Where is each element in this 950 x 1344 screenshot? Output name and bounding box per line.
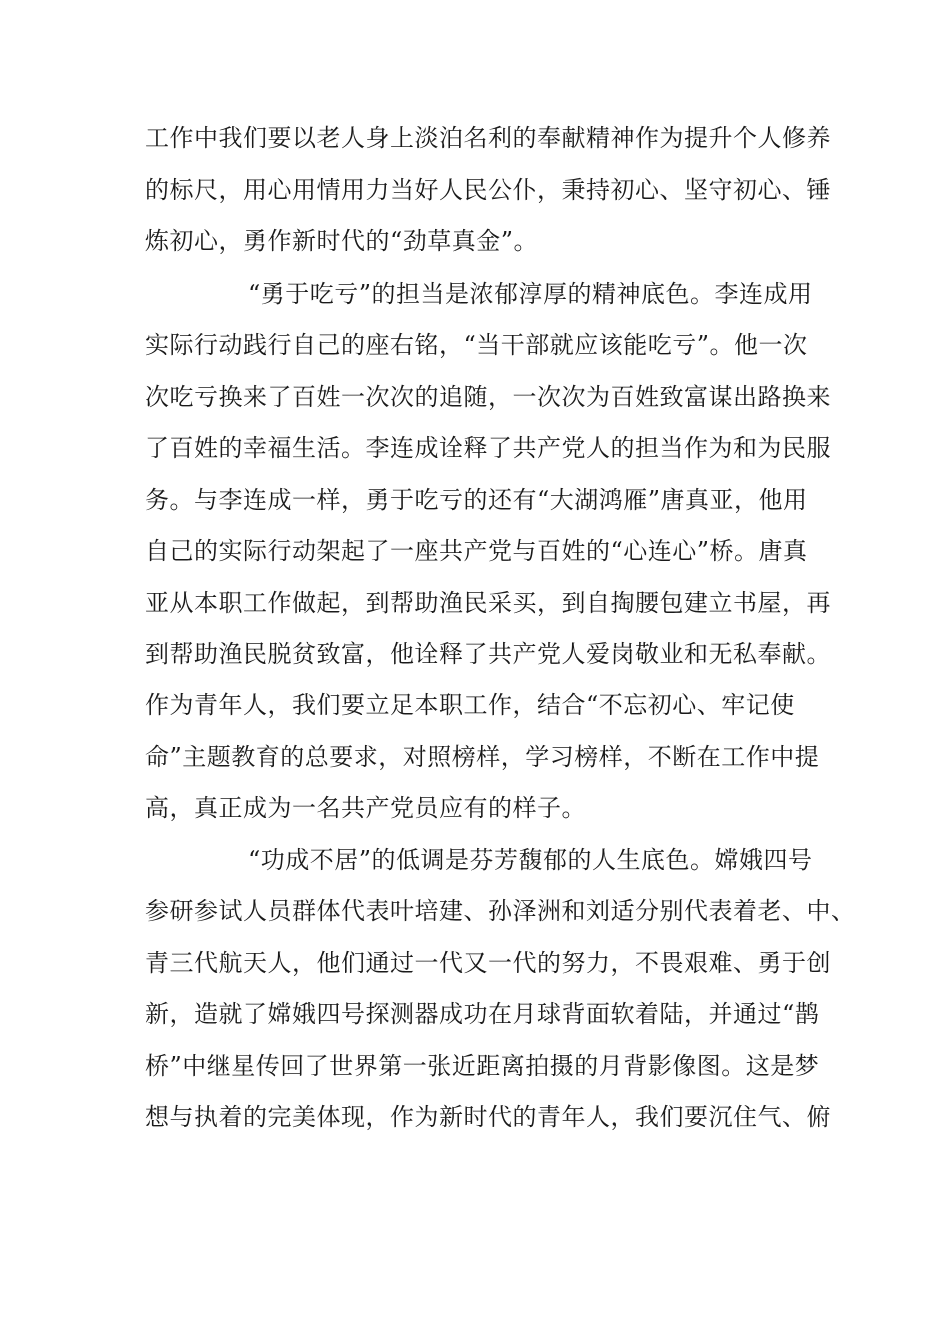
text-line: 命”主题教育的总要求，对照榜样，学习榜样，不断在工作中提 <box>145 743 820 771</box>
text-line: 青三代航天人，他们通过一代又一代的努力，不畏艰难、勇于创 <box>145 949 831 977</box>
text-line: 到帮助渔民脱贫致富，他诠释了共产党人爱岗敬业和无私奉献。 <box>145 640 831 668</box>
text-line: 高，真正成为一名共产党员应有的样子。 <box>145 794 586 822</box>
text-line: 想与执着的完美体现，作为新时代的青年人，我们要沉住气、俯 <box>145 1103 831 1131</box>
text-line: 桥”中继星传回了世界第一张近距离拍摄的月背影像图。这是梦 <box>145 1052 820 1080</box>
text-line: 自己的实际行动架起了一座共产党与百姓的“心连心”桥。唐真 <box>145 537 808 565</box>
text-line: 作为青年人，我们要立足本职工作，结合“不忘初心、牢记使 <box>145 691 795 719</box>
text-line: “功成不居”的低调是芬芳馥郁的人生底色。嫦娥四号 <box>248 846 813 874</box>
text-line: 工作中我们要以老人身上淡泊名利的奉献精神作为提升个人修养 <box>145 124 831 152</box>
text-line: 了百姓的幸福生活。李连成诠释了共产党人的担当作为和为民服 <box>145 434 831 462</box>
text-line: 炼初心，勇作新时代的“劲草真金”。 <box>145 227 539 255</box>
text-line: “勇于吃亏”的担当是浓郁淳厚的精神底色。李连成用 <box>248 280 813 308</box>
text-line: 的标尺，用心用情用力当好人民公仆，秉持初心、坚守初心、锤 <box>145 176 831 204</box>
text-line: 新，造就了嫦娥四号探测器成功在月球背面软着陆，并通过“鹊 <box>145 1000 820 1028</box>
text-line: 亚从本职工作做起，到帮助渔民采买，到自掏腰包建立书屋，再 <box>145 589 831 617</box>
text-line: 务。与李连成一样，勇于吃亏的还有“大湖鸿雁”唐真亚，他用 <box>145 486 808 514</box>
text-line: 实际行动践行自己的座右铭，“当干部就应该能吃亏”。他一次 <box>145 331 808 359</box>
text-line: 次吃亏换来了百姓一次次的追随，一次次为百姓致富谋出路换来 <box>145 383 831 411</box>
text-line: 参研参试人员群体代表叶培建、孙泽洲和刘适分别代表着老、中、 <box>145 897 856 925</box>
